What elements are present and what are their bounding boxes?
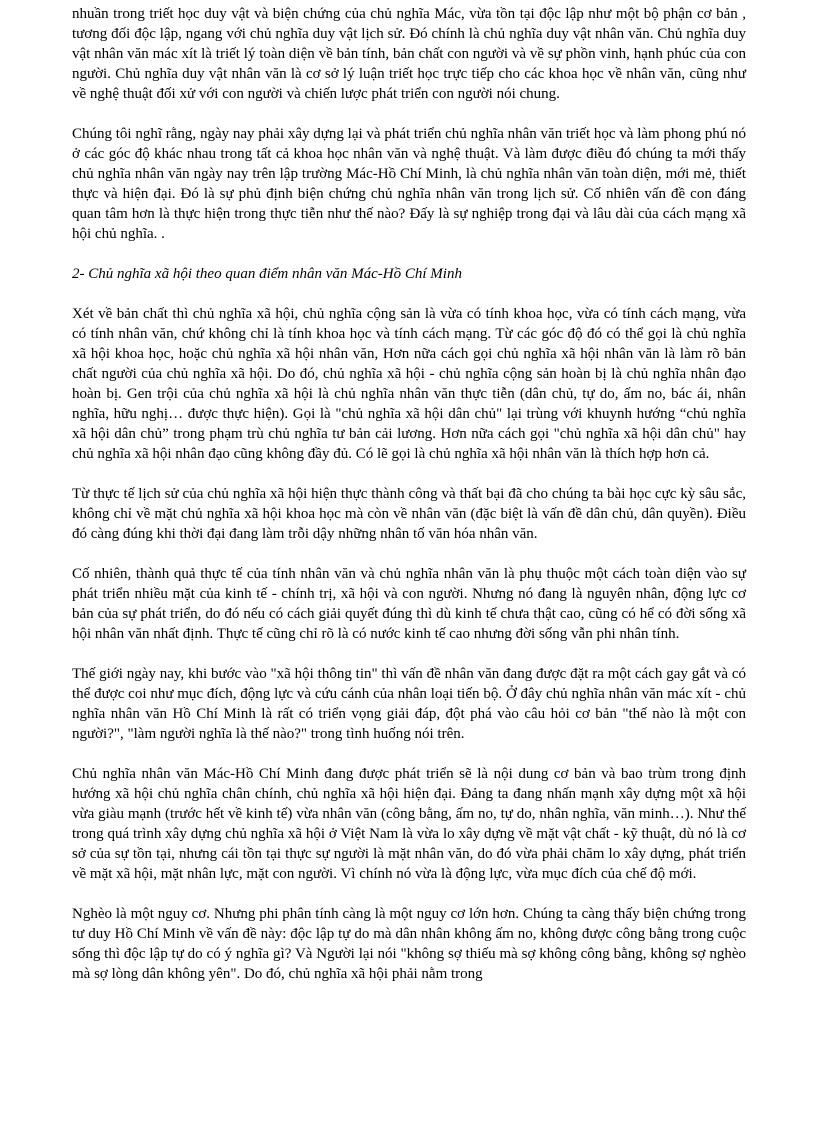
paragraph: Xét về bản chất thì chủ nghĩa xã hội, chủ nghĩa cộng sản là vừa có tính khoa học, vừa có tính cách mạng, vừa có tính nhân văn, chứ không chỉ là tính khoa học và tính cách mạng. Từ các góc độ đó có thể gọi là chủ nghĩa xã hội khoa học, hoặc chủ nghĩa xã hội nhân văn, Hơn nữa cách gọi chủ nghĩa xã hội nhân văn là làm rõ bản chất người của chủ nghĩa xã hội. Do đó, chủ nghĩa xã hội - chủ nghĩa cộng sản hoàn bị là chủ nghĩa nhân đạo hoàn bị. Gen trội của chủ nghĩa xã hội là chủ nghĩa nhân văn thực tiễn (dân chủ, tự do, ấm no, bác ái, nhân nghĩa, hữu nghị… được thực hiện). Gọi là "chủ nghĩa xã hội dân chủ" lại trùng với khuynh hướng “chủ nghĩa xã hội dân chủ” trong phạm trù chủ nghĩa tư bản cải lương. Hơn nữa cách gọi "chủ nghĩa xã hội dân chủ" hay chủ nghĩa xã hội nhân đạo cũng không đầy đủ. Có lẽ gọi là chủ nghĩa xã hội nhân văn là thích hợp hơn cả. [72, 306, 746, 462]
paragraph: nhuần trong triết học duy vật và biện chứng của chủ nghĩa Mác, vừa tồn tại độc lập như một bộ phận cơ bản , tương đối độc lập, ngang với chủ nghĩa duy vật lịch sử. Đó chính là chủ nghĩa duy vật nhân văn. Chủ nghĩa duy vật nhân văn mác xít là triết lý toàn diện về bản tính, bản chất con người và về sự phồn vinh, hạnh phúc của con người. Chủ nghĩa duy vật nhân văn là cơ sở lý luận triết học trực tiếp cho các khoa học về nhân văn, cũng như về nghệ thuật đối xử với con người và chiến lược phát triển con người nói chung. [72, 6, 746, 102]
paragraph: Chủ nghĩa nhân văn Mác-Hồ Chí Minh đang được phát triển sẽ là nội dung cơ bản và bao trùm trong định hướng xã hội chủ nghĩa chân chính, chủ nghĩa xã hội hiện đại. Đảng ta đang nhấn mạnh xây dựng một xã hội vừa giàu mạnh (trước hết về kinh tế) vừa nhân văn (công bằng, ấm no, tự do, nhân nghĩa, văn minh…). Như thế trong quá trình xây dựng chủ nghĩa xã hội ở Việt Nam là vừa lo xây dựng về mặt vật chất - kỹ thuật, dù nó là cơ sở của sự tồn tại, nhưng cái tồn tại thực sự người là mặt nhân văn, do đó vừa phải chăm lo xây dựng, phát triển về mặt xã hội, mặt nhân lực, mặt con người. Vì chính nó vừa là động lực, vừa mục đích của chế độ mới. [72, 766, 746, 882]
section-heading: 2- Chủ nghĩa xã hội theo quan điểm nhân văn Mác-Hồ Chí Minh [72, 266, 462, 282]
paragraph: Nghèo là một nguy cơ. Nhưng phi phân tính càng là một nguy cơ lớn hơn. Chúng ta càng thấy biện chứng trong tư duy Hồ Chí Minh về vấn đề này: độc lập tự do mà dân nhân không ấm no, không được công bằng trong cuộc sống thì độc lập tự do có ý nghĩa gì? Và Người lại nói "không sợ thiếu mà sợ không công bằng, không sợ nghèo mà sợ lòng dân không yên". Do đó, chủ nghĩa xã hội phải nằm trong [72, 906, 746, 982]
paragraph: Từ thực tế lịch sử của chủ nghĩa xã hội hiện thực thành công và thất bại đã cho chúng ta bài học cực kỳ sâu sắc, không chỉ về mặt chủ nghĩa xã hội khoa học mà còn về nhân văn (đặc biệt là vấn đề dân chủ, dân quyền). Điều đó càng đúng khi thời đại đang làm trỗi dậy những nhân tố văn hóa nhân văn. [72, 486, 746, 542]
paragraph: Thế giới ngày nay, khi bước vào "xã hội thông tin" thì vấn đề nhân văn đang được đặt ra một cách gay gắt và có thể được coi như mục đích, động lực và cứu cánh của nhân loại tiến bộ. Ở đây chủ nghĩa nhân văn mác xít - chủ nghĩa nhân văn Hồ Chí Minh là rất có triển vọng giải đáp, đột phá vào câu hỏi cơ bản "thế nào là một con người?", "làm người nghĩa là thế nào?" trong tình huống nói trên. [72, 666, 746, 742]
document-page [72, 4, 746, 1004]
paragraph: Cố nhiên, thành quả thực tế của tính nhân văn và chủ nghĩa nhân văn là phụ thuộc một cách toàn diện vào sự phát triển nhiều mặt của kinh tế - chính trị, xã hội và con người. Nhưng nó đang là nguyên nhân, động lực cơ bản của sự phát triển, do đó nếu có cách giải quyết đúng thì dù kinh tế chưa thật cao, cũng có hể có đời sống xã hội nhân văn nhất định. Thực tế cũng chỉ rõ là có nước kinh tế cao nhưng đời sống vẫn phi nhân tính. [72, 566, 746, 642]
paragraph: Chúng tôi nghĩ rằng, ngày nay phải xây dựng lại và phát triển chủ nghĩa nhân văn triết học và làm phong phú nó ở các góc độ khác nhau trong tất cả khoa học nhân văn và nghệ thuật. Và làm được điều đó chúng ta mới thấy chủ nghĩa nhân văn ngày nay trên lập trường Mác-Hồ Chí Minh, là chủ nghĩa nhân văn toàn diện, mới mẻ, thiết thực và hiện đại. Đó là sự phủ định biện chứng chủ nghĩa nhân văn trong lịch sử. Cố nhiên vấn đề con đáng quan tâm hơn là thực hiện trong thực tiễn như thế nào? Đấy là sự nghiệp trong đại và lâu dài của cách mạng xã hội chủ nghĩa. . [72, 126, 746, 242]
